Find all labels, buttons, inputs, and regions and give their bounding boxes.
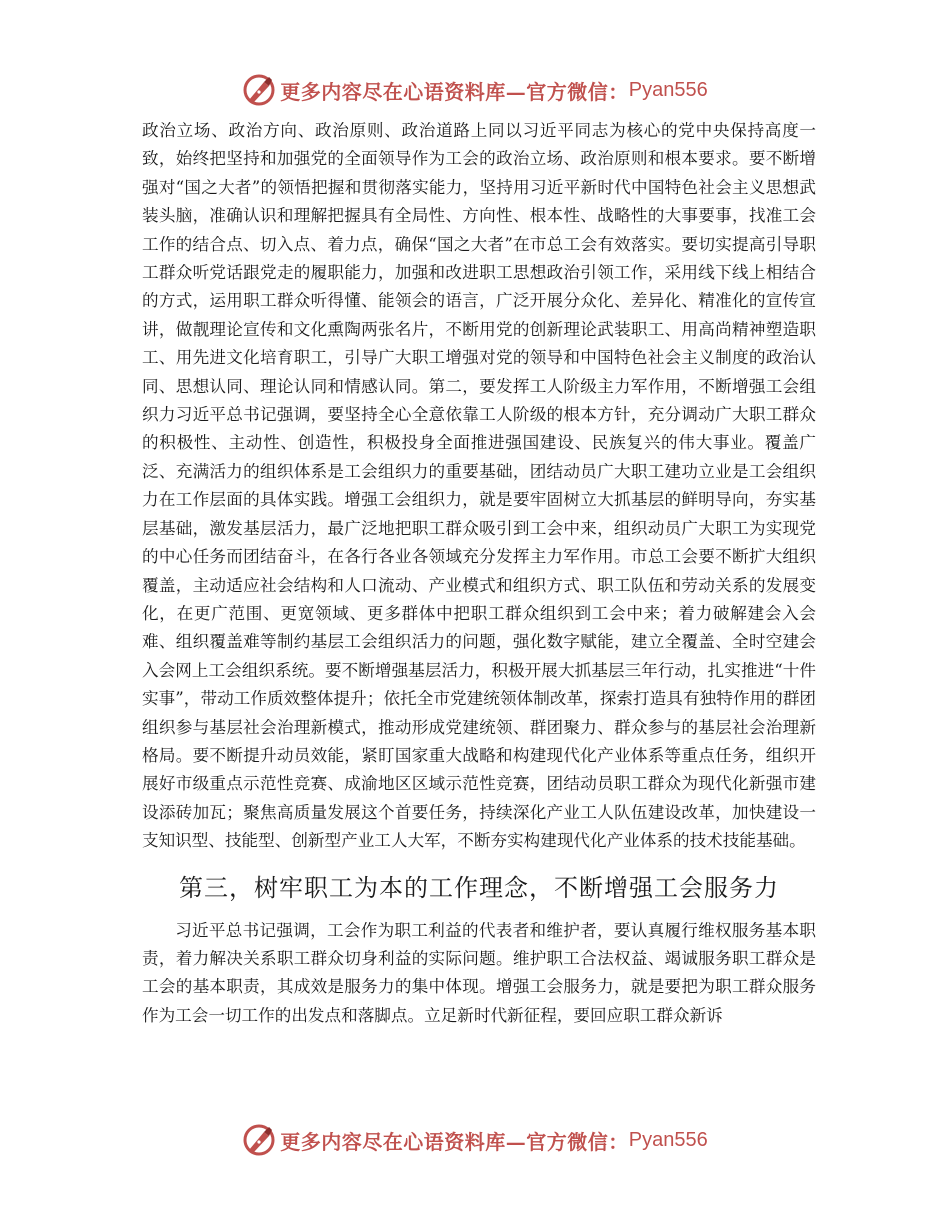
header-banner xyxy=(0,70,950,110)
pen-nib-logo-icon xyxy=(242,1123,276,1157)
document-body xyxy=(142,117,816,1030)
banner-text: 更多内容尽在心语资料库—官方微信： xyxy=(280,1129,629,1154)
banner-wechat-id: Pyan556 xyxy=(628,1128,708,1151)
pen-nib-logo-icon xyxy=(242,73,276,107)
body-paragraph-1: 政治立场、政治方向、政治原则、政治道路上同以习近平同志为核心的党中央保持高度一致，始终把坚持和加强党的全面领导作为工会的政治立场、政治原则和根本要求。要不断增强对“国之大者”的领悟把握和贯彻落实能力，坚持用习近平新时代中国特色社会主义思想武装头脑，准确认识和理解把握具有全局性、方向性、根本性、战略性的大事要事，找准工会工作的结合点、切入点、着力点，确保“国之大者”在市总工会有效落实。要切实提高引导职工群众听党话跟党走的履职能力，加强和改进职工思想政治引领工作，采用线下线上相结合的方式，运用职工群众听得懂、能领会的语言，广泛开展分众化、差异化、精准化的宣传宣讲，做靓理论宣传和文化熏陶两张名片，不断用党的创新理论武装职工、用高尚精神塑造职工、用先进文化培育职工，引导广大职工增强对党的领导和中国特色社会主义制度的政治认同、思想认同、理论认同和情感认同。第二，要发挥工人阶级主力军作用，不断增强工会组织力习近平总书记强调，要坚持全心全意依靠工人阶级的根本方针，充分调动广大职工群众的积极性、主动性、创造性，积极投身全面推进强国建设、民族复兴的伟大事业。覆盖广泛、充满活力的组织体系是工会组织力的重要基础，团结动员广大职工建功立业是工会组织力在工作层面的具体实践。增强工会组织力，就是要牢固树立大抓基层的鲜明导向，夯实基层基础，激发基层活力，最广泛地把职工群众吸引到工会中来，组织动员广大职工为实现党的中心任务而团结奋斗，在各行各业各领域充分发挥主力军作用。市总工会要不断扩大组织覆盖，主动适应社会结构和人口流动、产业模式和组织方式、职工队伍和劳动关系的发展变化，在更广范围、更宽领域、更多群体中把职工群众组织到工会中来；着力破解建会入会难、组织覆盖难等制约基层工会组织活力的问题，强化数字赋能，建立全覆盖、全时空建会入会网上工会组织系统。要不断增强基层活力，积极开展大抓基层三年行动，扎实推进“十件实事”，带动工作质效整体提升；依托全市党建统领体制改革，探索打造具有独特作用的群团组织参与基层社会治理新模式，推动形成党建统领、群团聚力、群众参与的基层社会治理新格局。要不断提升动员效能，紧盯国家重大战略和构建现代化产业体系等重点任务，组织开展好市级重点示范性竞赛、成渝地区区域示范性竞赛，团结动员职工群众为现代化新强市建设添砖加瓦；聚焦高质量发展这个首要任务，持续深化产业工人队伍建设改革，加快建设一支知识型、技能型、创新型产业工人大军，不断夯实构建现代化产业体系的技术技能基础。 xyxy=(142,121,816,851)
section-heading: 第三，树牢职工为本的工作理念，不断增强工会服务力 xyxy=(179,873,779,902)
banner-wechat-id: Pyan556 xyxy=(628,78,708,101)
body-paragraph-2: 习近平总书记强调，工会作为职工利益的代表者和维护者，要认真履行维权服务基本职责，着力解决关系职工群众切身利益的实际问题。维护职工合法权益、竭诚服务职工群众是工会的基本职责，其成效是服务力的集中体现。增强工会服务力，就是要把为职工群众服务作为工会一切工作的出发点和落脚点。立足新时代新征程，要回应职工群众新诉 xyxy=(142,920,816,1025)
footer-banner xyxy=(0,1120,950,1160)
banner-text: 更多内容尽在心语资料库—官方微信： xyxy=(280,79,629,104)
